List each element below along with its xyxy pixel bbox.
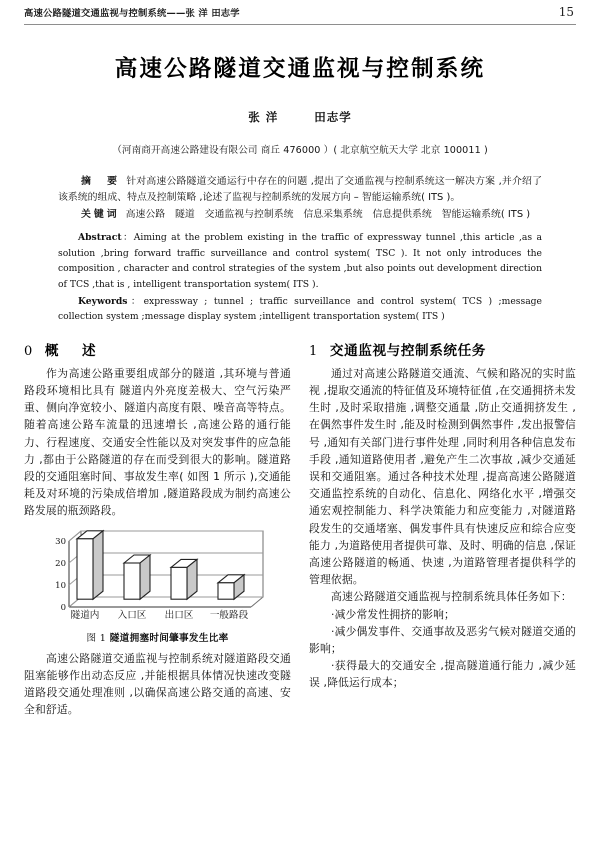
paragraph-overview-1: 作为高速公路重要组成部分的隧道 ,其环境与普通路段环境相比具有 隧道内外亮度差极大、空气污染严重、侧向净宽较小、隧道内高度有限、噪音高等特点。随着高速公路车流量的迅速增长 ,高速公路的通行能力、行程速度、交通安全性能以及对突发事件的应急能力 ,都由于公路隧道的存在而受到很大的影响。隧道路段的交通阻塞时间、事故发生率( 如图 1 所示 ),交通能耗及对环境的污染成倍增加 ,隧道路段成为制约高速公路发展的瓶颈路段。 <box>24 366 291 518</box>
chart-category-labels <box>70 609 248 620</box>
page-number: 15 <box>558 5 574 19</box>
running-head <box>0 0 600 21</box>
ytick-label-30: 30 <box>54 536 66 547</box>
bar-入口区 <box>124 555 150 599</box>
keywords-cn-text: 高速公路 隧道 交通监视与控制系统 信息采集系统 信息提供系统 智能运输系统( ITS ) <box>125 208 531 220</box>
abstract-en-paragraph <box>58 230 542 292</box>
author-name-2: 田志学 <box>314 110 352 124</box>
bar-隧道内 <box>77 530 103 598</box>
abstract-chinese <box>58 174 542 222</box>
task-bullet-2: ·减少偶发事件、交通事故及恶劣气候对隧道交通的影响； <box>309 624 576 656</box>
abstract-en-text: ：Aiming at the problem existing in the traffic of expressway tunnel ,this article ,as a solution ,bring forward traffic surveillance and control system( TSC ). It not only introduces the composition , character and control strategies of the system ,but also points out development direction of TCS ,that is , intelligent transportation system( ITS ). <box>58 232 542 290</box>
bar-出口区 <box>171 559 197 599</box>
figure-caption-text: 隧道拥塞时间肇事发生比率 <box>109 632 229 644</box>
keywords-en-paragraph <box>58 294 542 325</box>
bar-chart-svg <box>49 528 267 620</box>
ytick-label-20: 20 <box>54 558 66 569</box>
abstract-cn-paragraph <box>58 174 542 206</box>
running-head-title: 高速公路隧道交通监视与控制系统——张 洋 田志学 <box>24 8 240 19</box>
figure-caption-number: 图 1 <box>86 632 107 644</box>
keywords-en-label: Keywords <box>78 296 128 308</box>
column-left <box>24 339 291 719</box>
paragraph-tasks-1: 通过对高速公路隧道交通流、气候和路况的实时监视 ,提取交通流的特征值及环境特征值 ,在交通拥挤未发生时 ,及时采取措施 ,调整交通量 ,防止交通拥挤发生 ,在偶然事件发生时 ,能及时检测到偶然事件 ,发出报警信号 ,通知有关部门进行事件处理 ,同时利用各种信息发布手段 ,通知道路使用者 ,避免产生二次事故 ,减少交通延误和交通阻塞。通过各种技术处理 ,提高高速公路隧道交通监控系统的自动化、信息化、网络化水平 ,增强交通宏观控制能力、科学决策能力和应变能力 ,对隧道路段发生的交通堵塞、偶发事件具有快速反应和综合应变能力 ,为道路使用者提供可靠、及时、明确的信息 ,保证高速公路隧道的畅通、快速 ,为道路管理者提供科学的管理依据。 <box>309 366 576 587</box>
section-heading-1 <box>309 339 576 359</box>
keywords-en-text: ：expressway ; tunnel ; traffic surveillance and control system( TCS ) ;message collection system ;message display system ;intelligent transportation system( ITS ) <box>58 296 542 323</box>
task-bullet-1: ·减少常发性拥挤的影响； <box>331 607 455 621</box>
section-number-1: 1 <box>309 343 318 359</box>
ytick-label-10: 10 <box>54 580 66 591</box>
keywords-cn-label: 关键词 <box>81 208 120 220</box>
category-label-3: 一般路段 <box>209 609 248 620</box>
chart-ytick-labels <box>55 537 66 613</box>
body-columns <box>24 339 576 719</box>
category-label-0: 隧道内 <box>70 609 99 620</box>
column-right <box>309 339 576 719</box>
section-number-0: 0 <box>24 343 33 359</box>
paragraph-overview-2: 高速公路隧道交通监视与控制系统对隧道路段交通阻塞能够作出动态反应 ,并能根据具体情况快速改变隧道路段交通处理准则 ,以确保高速公路交通的高速、安全和舒适。 <box>24 651 291 717</box>
category-label-2: 出口区 <box>164 609 193 620</box>
abstract-cn-label: 摘 要 <box>81 176 121 187</box>
header-divider <box>24 24 576 25</box>
abstract-en-label: Abstract <box>78 232 122 244</box>
abstract-block <box>58 174 542 325</box>
category-label-1: 入口区 <box>117 609 146 620</box>
author-list <box>0 109 600 125</box>
figure-caption <box>24 630 291 644</box>
paragraph-tasks-2: 高速公路隧道交通监视与控制系统具体任务如下： <box>331 590 572 604</box>
affiliation: （河南商开高速公路建设有限公司 商丘 476000 ）( 北京航空航天大学 北京 100011 ) <box>112 145 488 156</box>
bar-chart <box>49 528 267 620</box>
abstract-english <box>58 230 542 324</box>
section-title-0: 概 述 <box>44 342 101 359</box>
author-name-1: 张 洋 <box>248 110 279 124</box>
keywords-cn-paragraph <box>58 207 542 223</box>
section-title-1: 交通监视与控制系统任务 <box>329 342 487 359</box>
section-heading-0 <box>24 339 291 359</box>
page-title: 高速公路隧道交通监视与控制系统 <box>114 56 486 82</box>
figure-1 <box>24 528 291 644</box>
task-bullet-3: ·获得最大的交通安全 ,提高隧道通行能力 ,减少延误 ,降低运行成本； <box>309 659 576 690</box>
ytick-label-0: 0 <box>60 602 66 613</box>
abstract-cn-text: 针对高速公路隧道交通运行中存在的问题 ,提出了交通监视与控制系统这一解决方案 ,并介绍了该系统的组成、特点及控制策略 ,论述了监视与控制系统的发展方向 – 智能运输系统( ITS )。 <box>58 176 542 203</box>
